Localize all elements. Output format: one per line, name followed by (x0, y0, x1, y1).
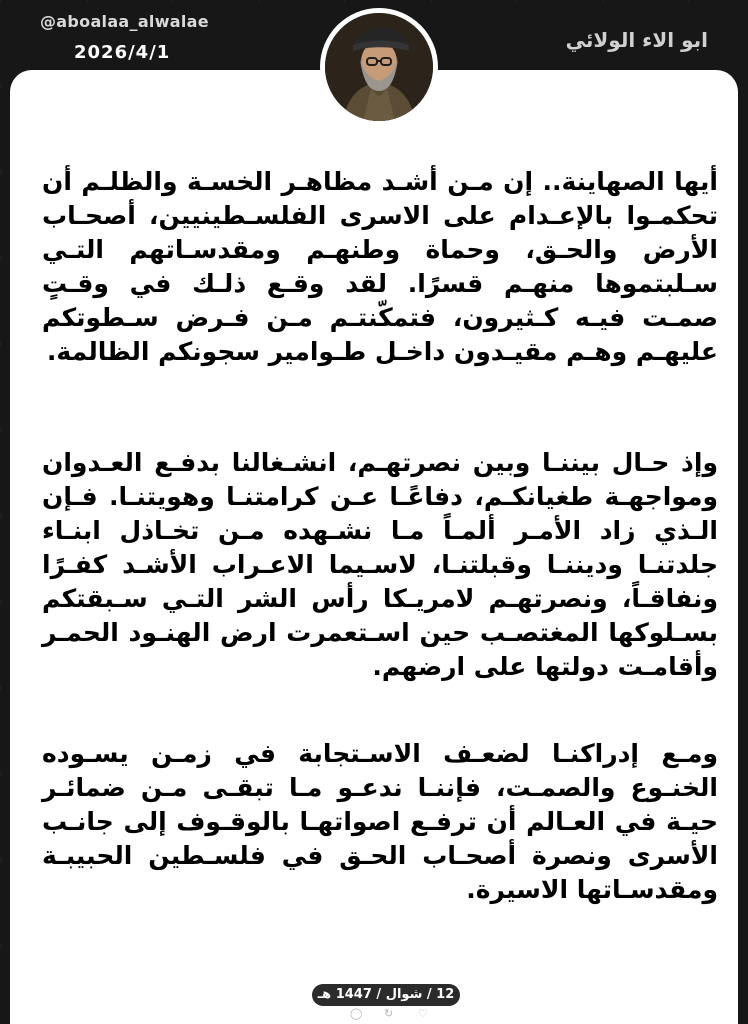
post-actions (350, 1008, 430, 1020)
post-date: 2026/4/1 (74, 42, 171, 63)
avatar[interactable] (320, 8, 438, 126)
repost-icon[interactable]: ↻ (384, 1007, 394, 1020)
post-paragraph-2: وإذ حـال بيننـا وبين نصرتهـم، انشـغالنا بدفـع العـدوان ومواجهـة طغيانكـم، دفاعًـا عـن كرامتنـا وهويتنـا. فـإن الـذي زاد الأمـر ألمـاً مـا نشـهده مـن تخـاذل ابنـاء جلدتنـا وديننـا وقبلتنـا، لاسـيما الاعـراب الأشـد كفـرًا ونفاقـاً، ونصرتهـم لامريـكا رأس الشر التـي سـبقتكم بسـلوكها المغتصـب حين اسـتعمرت ارض الهنـود الحمـر وأقامـت دولتها على ارضهم. (42, 448, 718, 681)
like-icon[interactable]: ♡ (418, 1007, 428, 1020)
post-paragraph-1: أيها الصهاينة.. إن مـن أشـد مظاهـر الخسـة والظلـم أن تحكمـوا بالإعـدام على الاسرى الفلسـطينيين، أصحـاب الأرض والحـق، وحماة وطنهـم ومقدسـاتهم التـي سـلبتموها منهـم قسرًا. لقد وقـع ذلـك في وقـتٍ صمـت فيـه كـثيرون، فتمكّنتـم مـن فـرض سـطوتكم عليهـم وهـم مقيـدون داخـل طـوامير سجونكم الظالمة. (42, 167, 718, 366)
portrait-icon (325, 13, 433, 121)
author-name[interactable]: ابو الاء الولائي (565, 28, 708, 52)
comment-icon[interactable]: ◯ (350, 1007, 363, 1020)
account-handle[interactable]: @aboalaa_alwalae (40, 12, 209, 31)
hijri-date-badge: 12 / شوال / 1447 هـ (312, 984, 460, 1006)
post-paragraph-3: ومـع إدراكنـا لضعـف الاسـتجابة في زمـن يسـوده الخنـوع والصمـت، فإننـا ندعـو مـا تبقـى مـن ضمائـر حيـة في العـالم أن ترفـع اصواتهـا بالوقـوف إلى جانـب الأسرى ونصرة أصحـاب الحـق في فلسـطين الحبيبـة ومقدسـاتها الاسيرة. (42, 739, 718, 904)
